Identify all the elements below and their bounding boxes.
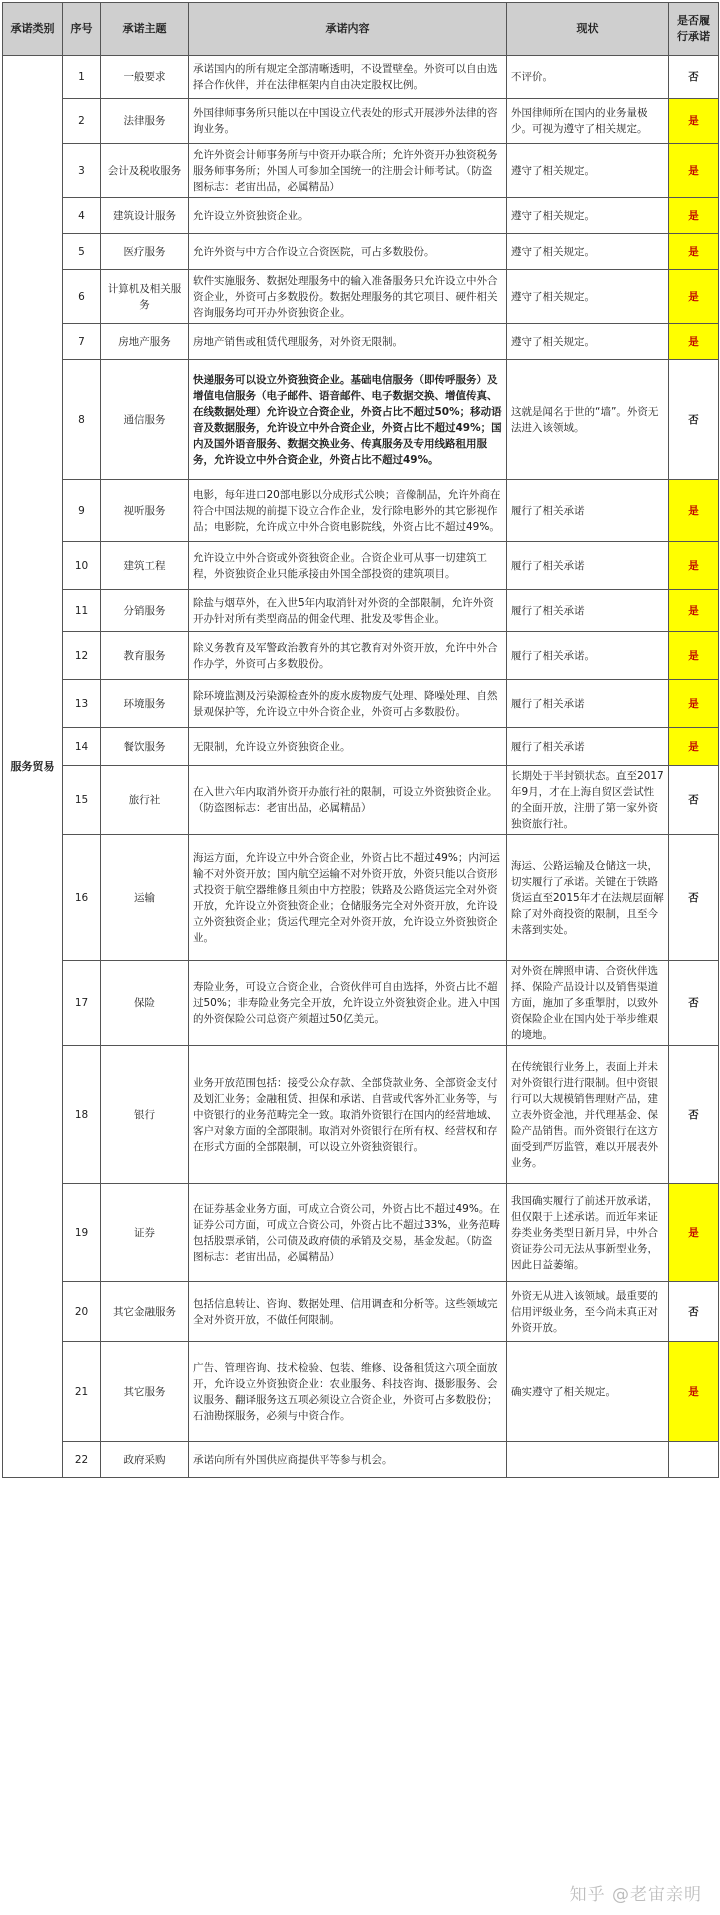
row-content: 在入世六年内取消外资开办旅行社的限制，可设立外资独资企业。（防盗图标志：老宙出品，必属精品） [189, 766, 507, 835]
row-topic: 医疗服务 [101, 234, 189, 270]
row-topic: 教育服务 [101, 632, 189, 680]
row-topic: 环境服务 [101, 680, 189, 728]
row-content: 寿险业务，可设立合资企业，合资伙伴可自由选择，外资占比不超过50%；非寿险业务完全开放，允许设立外资独资企业。进入中国的外资保险公司总资产须超过50亿美元。 [189, 961, 507, 1046]
row-fulfilled: 是 [669, 680, 719, 728]
row-status: 履行了相关承诺 [507, 590, 669, 632]
row-fulfilled: 是 [669, 144, 719, 198]
row-number: 1 [63, 56, 101, 99]
row-status: 长期处于半封锁状态。直至2017年9月，才在上海自贸区尝试性的全面开放，注册了第一家外资独资旅行社。 [507, 766, 669, 835]
row-status: 我国确实履行了前述开放承诺，但仅限于上述承诺。而近年来证券类业务类型日新月异，中外合资证券公司无法从事新型业务，因此日益萎缩。 [507, 1184, 669, 1282]
row-topic: 房地产服务 [101, 324, 189, 360]
row-fulfilled: 是 [669, 1342, 719, 1442]
row-fulfilled: 是 [669, 728, 719, 766]
row-status: 不评价。 [507, 56, 669, 99]
row-number: 21 [63, 1342, 101, 1442]
row-status: 外国律师所在国内的业务量极少。可视为遵守了相关规定。 [507, 99, 669, 144]
row-content: 除环境监测及污染源检查外的废水废物废气处理、降噪处理、自然景观保护等，允许设立中外合资企业，外资可占多数股份。 [189, 680, 507, 728]
row-content: 除盐与烟草外，在入世5年内取消针对外资的全部限制，允许外资开办针对所有类型商品的佣金代理、批发及零售企业。 [189, 590, 507, 632]
row-topic: 一般要求 [101, 56, 189, 99]
row-status [507, 1442, 669, 1478]
table-row [3, 270, 719, 324]
row-number: 10 [63, 542, 101, 590]
row-number: 17 [63, 961, 101, 1046]
row-topic: 分销服务 [101, 590, 189, 632]
row-fulfilled: 是 [669, 480, 719, 542]
row-fulfilled: 否 [669, 56, 719, 99]
row-content: 允许设立中外合资或外资独资企业。合资企业可从事一切建筑工程，外资独资企业只能承接由外国全部投资的建筑项目。 [189, 542, 507, 590]
table-row [3, 542, 719, 590]
row-fulfilled: 是 [669, 1184, 719, 1282]
row-content: 海运方面，允许设立中外合资企业，外资占比不超过49%；内河运输不对外资开放；国内航空运输不对外资开放，外资只能以合资形式投资于航空器维修且须由中方控股；铁路及公路货运完全对外资开放，允许设立外资独资企业；仓储服务完全对外资开放，允许设立外资独资企业；货运代理完全对外资开放，允许设立外资独资企业。 [189, 835, 507, 961]
row-status: 海运、公路运输及仓储这一块，切实履行了承诺。关键在于铁路货运直至2015年才在法规层面解除了对外商投资的限制，且至今未落到实处。 [507, 835, 669, 961]
row-topic: 证券 [101, 1184, 189, 1282]
table-row [3, 1046, 719, 1184]
row-topic: 餐饮服务 [101, 728, 189, 766]
row-status: 确实遵守了相关规定。 [507, 1342, 669, 1442]
row-content: 允许设立外资独资企业。 [189, 198, 507, 234]
row-fulfilled: 否 [669, 766, 719, 835]
row-content: 软件实施服务、数据处理服务中的输入准备服务只允许设立中外合资企业，外资可占多数股份。数据处理服务的其它项目、硬件相关咨询服务均可开办外资独资企业。 [189, 270, 507, 324]
row-topic: 建筑工程 [101, 542, 189, 590]
row-status: 履行了相关承诺。 [507, 632, 669, 680]
header-status: 现状 [507, 3, 669, 56]
row-fulfilled: 是 [669, 324, 719, 360]
category-cell: 服务贸易 [3, 56, 63, 1478]
table-row [3, 198, 719, 234]
row-fulfilled: 否 [669, 1046, 719, 1184]
row-number: 14 [63, 728, 101, 766]
table-body [3, 56, 719, 1478]
row-number: 22 [63, 1442, 101, 1478]
table-row [3, 360, 719, 480]
row-number: 20 [63, 1282, 101, 1342]
row-number: 4 [63, 198, 101, 234]
row-content: 电影，每年进口20部电影以分成形式公映；音像制品，允许外商在符合中国法规的前提下设立合作企业，发行除电影外的其它影视作品；电影院，允许成立中外合资电影院线，外资占比不超过49%。 [189, 480, 507, 542]
row-content: 允许外资会计师事务所与中资开办联合所；允许外资开办独资税务服务师事务所；外国人可参加全国统一的注册会计师考试。（防盗图标志：老宙出品，必属精品） [189, 144, 507, 198]
row-status: 遵守了相关规定。 [507, 324, 669, 360]
row-topic: 银行 [101, 1046, 189, 1184]
row-topic: 保险 [101, 961, 189, 1046]
row-fulfilled: 是 [669, 270, 719, 324]
row-number: 5 [63, 234, 101, 270]
row-status: 遵守了相关规定。 [507, 270, 669, 324]
row-content: 广告、管理咨询、技术检验、包装、维修、设备租赁这六项全面放开，允许设立外资独资企业：农业服务、科技咨询、摄影服务、会议服务、翻译服务这五项必须设立合资企业，外资可占多数股份；石油勘探服务，必须与中资合作。 [189, 1342, 507, 1442]
header-category: 承诺类别 [3, 3, 63, 56]
watermark: 知乎 @老宙亲明 [569, 1885, 702, 1905]
row-fulfilled: 是 [669, 99, 719, 144]
row-number: 2 [63, 99, 101, 144]
row-number: 8 [63, 360, 101, 480]
row-content: 除义务教育及军警政治教育外的其它教育对外资开放，允许中外合作办学，外资可占多数股份。 [189, 632, 507, 680]
row-topic: 通信服务 [101, 360, 189, 480]
table-row [3, 1342, 719, 1442]
row-fulfilled: 否 [669, 1282, 719, 1342]
table-row [3, 1282, 719, 1342]
row-status: 遵守了相关规定。 [507, 198, 669, 234]
table-row [3, 590, 719, 632]
table-row [3, 766, 719, 835]
row-content: 允许外资与中方合作设立合资医院，可占多数股份。 [189, 234, 507, 270]
row-status: 遵守了相关规定。 [507, 234, 669, 270]
header-topic: 承诺主题 [101, 3, 189, 56]
commitments-table [2, 2, 719, 1478]
row-topic: 计算机及相关服务 [101, 270, 189, 324]
row-topic: 政府采购 [101, 1442, 189, 1478]
table-row [3, 1442, 719, 1478]
header-content: 承诺内容 [189, 3, 507, 56]
table-row [3, 835, 719, 961]
header-row [3, 3, 719, 56]
row-content: 包括信息转让、咨询、数据处理、信用调查和分析等。这些领域完全对外资开放，不做任何限制。 [189, 1282, 507, 1342]
table-row [3, 961, 719, 1046]
row-status: 遵守了相关规定。 [507, 144, 669, 198]
table-row [3, 632, 719, 680]
row-status: 履行了相关承诺 [507, 542, 669, 590]
row-number: 16 [63, 835, 101, 961]
row-content: 承诺国内的所有规定全部清晰透明，不设置壁垒。外资可以自由选择合作伙伴，并在法律框架内自由决定股权比例。 [189, 56, 507, 99]
table-row [3, 480, 719, 542]
row-fulfilled: 是 [669, 542, 719, 590]
row-status: 履行了相关承诺 [507, 680, 669, 728]
row-content: 承诺向所有外国供应商提供平等参与机会。 [189, 1442, 507, 1478]
table-row [3, 1184, 719, 1282]
table-row [3, 56, 719, 99]
row-status: 履行了相关承诺 [507, 480, 669, 542]
table-row [3, 99, 719, 144]
row-number: 7 [63, 324, 101, 360]
table-row [3, 324, 719, 360]
row-status: 对外资在牌照申请、合资伙伴选择、保险产品设计以及销售渠道方面，施加了多重掣肘，以致外资保险企业在国内处于举步维艰的境地。 [507, 961, 669, 1046]
row-number: 3 [63, 144, 101, 198]
row-fulfilled [669, 1442, 719, 1478]
row-fulfilled: 否 [669, 961, 719, 1046]
row-fulfilled: 否 [669, 835, 719, 961]
row-fulfilled: 是 [669, 632, 719, 680]
row-topic: 其它服务 [101, 1342, 189, 1442]
row-number: 19 [63, 1184, 101, 1282]
row-number: 6 [63, 270, 101, 324]
row-fulfilled: 是 [669, 234, 719, 270]
table-row [3, 234, 719, 270]
row-fulfilled: 否 [669, 360, 719, 480]
table-row [3, 144, 719, 198]
row-topic: 视听服务 [101, 480, 189, 542]
table-row [3, 680, 719, 728]
row-content: 房地产销售或租赁代理服务，对外资无限制。 [189, 324, 507, 360]
row-topic: 运输 [101, 835, 189, 961]
row-status: 在传统银行业务上，表面上并未对外资银行进行限制。但中资银行可以大规模销售理财产品，建立表外资金池，并代理基金、保险产品销售。而外资银行在这方面受到严厉监管，难以开展表外业务。 [507, 1046, 669, 1184]
row-topic: 会计及税收服务 [101, 144, 189, 198]
row-number: 15 [63, 766, 101, 835]
row-topic: 法律服务 [101, 99, 189, 144]
row-fulfilled: 是 [669, 198, 719, 234]
row-status: 履行了相关承诺 [507, 728, 669, 766]
row-number: 18 [63, 1046, 101, 1184]
row-content: 在证券基金业务方面，可成立合资公司，外资占比不超过49%。在证券公司方面，可成立合资公司，外资占比不超过33%，业务范畴包括股票承销，公司债及政府债的承销及交易，基金发起。（防盗图标志：老宙出品，必属精品） [189, 1184, 507, 1282]
table-row [3, 728, 719, 766]
row-number: 12 [63, 632, 101, 680]
row-topic: 建筑设计服务 [101, 198, 189, 234]
row-status: 这就是闻名于世的“墙”。外资无法进入该领域。 [507, 360, 669, 480]
row-content: 无限制，允许设立外资独资企业。 [189, 728, 507, 766]
row-number: 13 [63, 680, 101, 728]
row-topic: 旅行社 [101, 766, 189, 835]
row-topic: 其它金融服务 [101, 1282, 189, 1342]
header-no: 序号 [63, 3, 101, 56]
row-content: 快递服务可以设立外资独资企业。基础电信服务（即传呼服务）及增值电信服务（电子邮件、语音邮件、电子数据交换、增值传真、在线数据处理）允许设立合资企业，外资占比不超过50%；移动语音及数据服务，允许设立中外合资企业，外资占比不超过49%；国内及国外语音服务、数据交换业务、传真服务及专用线路租用服务，允许设立中外合资企业，外资占比不超过49%。 [189, 360, 507, 480]
row-status: 外资无从进入该领域。最重要的信用评级业务，至今尚未真正对外资开放。 [507, 1282, 669, 1342]
row-number: 9 [63, 480, 101, 542]
row-number: 11 [63, 590, 101, 632]
header-fulfilled: 是否履行承诺 [669, 3, 719, 56]
row-content: 业务开放范围包括：接受公众存款、全部贷款业务、全部资金支付及划汇业务；金融租赁、担保和承诺、自营或代客外汇业务等，与中资银行的业务范畴完全一致。取消外资银行在国内的经营地域、客户对象方面的全部限制。取消对外资银行在所有权、经营权和存在形式方面的全部限制，可以设立外资独资银行。 [189, 1046, 507, 1184]
row-fulfilled: 是 [669, 590, 719, 632]
row-content: 外国律师事务所只能以在中国设立代表处的形式开展涉外法律的咨询业务。 [189, 99, 507, 144]
